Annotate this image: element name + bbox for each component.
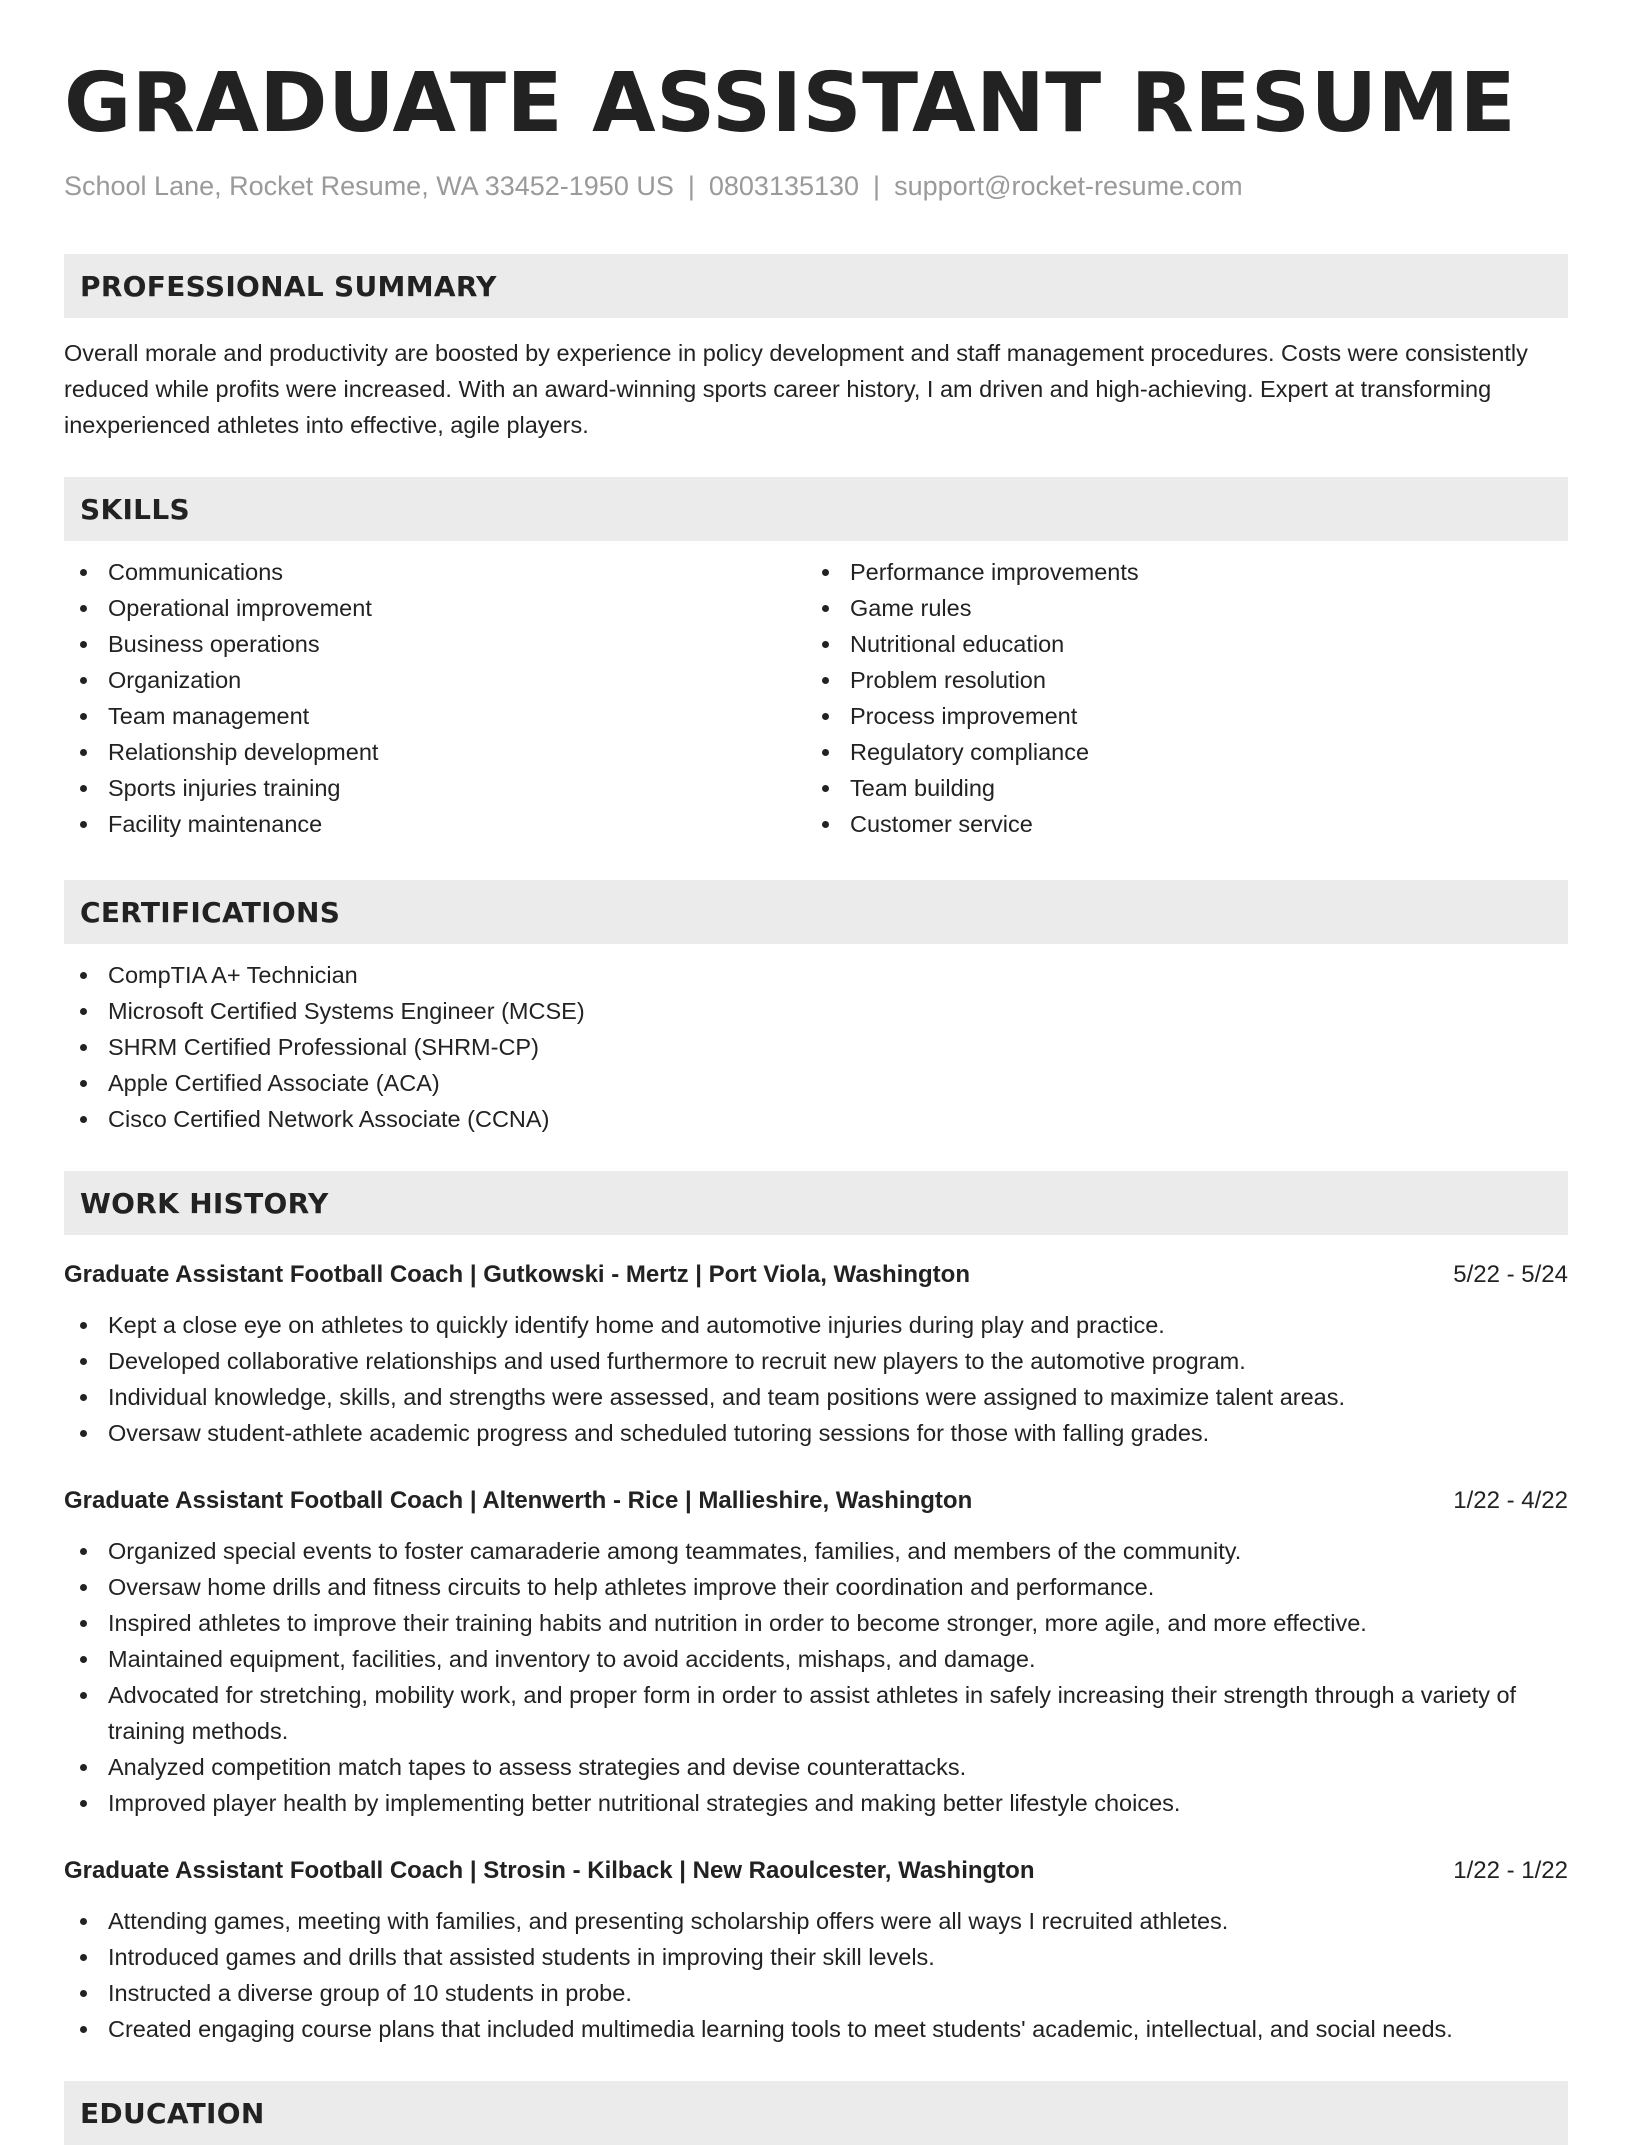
- job-bullet: Instructed a diverse group of 10 students in probe.: [64, 1975, 1568, 2011]
- job-title: Graduate Assistant Football Coach | Altenwerth - Rice | Mallieshire, Washington: [64, 1487, 973, 1514]
- summary-text: Overall morale and productivity are boosted by experience in policy development and staff management procedures. Costs were consistently reduced while profits were increased. With an award-winning sports career history, I am driven and high-achieving. Expert at transforming inexperienced athletes into effective, agile players.: [64, 340, 1528, 438]
- job-bullet: Maintained equipment, facilities, and inventory to avoid accidents, mishaps, and damage.: [64, 1641, 1568, 1677]
- job-header: [64, 1853, 1568, 1889]
- skill-item: Facility maintenance: [64, 806, 806, 842]
- job-bullet: Individual knowledge, skills, and strengths were assessed, and team positions were assigned to maximize talent areas.: [64, 1379, 1568, 1415]
- job-bullets: [64, 1903, 1568, 2047]
- skill-item: Game rules: [806, 590, 1548, 626]
- job-bullet: Introduced games and drills that assisted students in improving their skill levels.: [64, 1939, 1568, 1975]
- section-heading: SKILLS: [80, 492, 190, 526]
- job-header: [64, 1483, 1568, 1519]
- job-entry: [64, 1257, 1568, 1451]
- job-bullet: Analyzed competition match tapes to assess strategies and devise counterattacks.: [64, 1749, 1568, 1785]
- job-bullet: Oversaw student-athlete academic progress and scheduled tutoring sessions for those with falling grades.: [64, 1415, 1568, 1451]
- certification-item: Microsoft Certified Systems Engineer (MCSE): [64, 993, 1568, 1029]
- job-dates: 1/22 - 1/22: [1453, 1857, 1568, 1884]
- resume-page: [64, 56, 1568, 2145]
- job-entry: [64, 1853, 1568, 2047]
- job-bullet: Advocated for stretching, mobility work, and proper form in order to assist athletes in safely increasing their strength through a variety of training methods.: [64, 1677, 1568, 1749]
- job-bullet: Organized special events to foster camaraderie among teammates, families, and members of the community.: [64, 1533, 1568, 1569]
- skill-item: Sports injuries training: [64, 770, 806, 806]
- certification-item: Cisco Certified Network Associate (CCNA): [64, 1101, 1568, 1137]
- job-bullet: Inspired athletes to improve their training habits and nutrition in order to become stronger, more agile, and more effective.: [64, 1605, 1568, 1641]
- skill-item: Team management: [64, 698, 806, 734]
- skill-item: Business operations: [64, 626, 806, 662]
- skills-list: [64, 554, 1568, 842]
- job-dates: 5/22 - 5/24: [1453, 1261, 1568, 1288]
- contact-separator: |: [687, 171, 695, 201]
- skill-item: Performance improvements: [806, 554, 1548, 590]
- section-header-summary: [64, 254, 1568, 318]
- certifications-list: [64, 957, 1568, 1137]
- skill-item: Team building: [806, 770, 1548, 806]
- section-header-work-history: [64, 1171, 1568, 1235]
- job-title: Graduate Assistant Football Coach | Gutkowski - Mertz | Port Viola, Washington: [64, 1261, 970, 1288]
- job-entry: [64, 1483, 1568, 1821]
- section-header-certifications: [64, 880, 1568, 944]
- contact-separator: |: [873, 171, 881, 201]
- job-bullet: Created engaging course plans that included multimedia learning tools to meet students' academic, intellectual, and social needs.: [64, 2011, 1568, 2047]
- skill-item: Organization: [64, 662, 806, 698]
- skill-item: Relationship development: [64, 734, 806, 770]
- section-heading: CERTIFICATIONS: [80, 895, 341, 929]
- job-bullets: [64, 1533, 1568, 1821]
- job-title: Graduate Assistant Football Coach | Strosin - Kilback | New Raoulcester, Washington: [64, 1857, 1035, 1884]
- contact-address: School Lane, Rocket Resume, WA 33452-1950 US: [64, 171, 674, 201]
- skill-item: Communications: [64, 554, 806, 590]
- skill-item: Customer service: [806, 806, 1548, 842]
- section-header-skills: [64, 477, 1568, 541]
- job-bullet: Kept a close eye on athletes to quickly identify home and automotive injuries during play and practice.: [64, 1307, 1568, 1343]
- certification-item: CompTIA A+ Technician: [64, 957, 1568, 993]
- job-bullet: Oversaw home drills and fitness circuits to help athletes improve their coordination and performance.: [64, 1569, 1568, 1605]
- skill-item: Operational improvement: [64, 590, 806, 626]
- contact-phone: 0803135130: [708, 171, 860, 201]
- section-heading: WORK HISTORY: [80, 1186, 329, 1220]
- contact-email[interactable]: support@rocket-resume.com: [894, 171, 1243, 201]
- resume-title: GRADUATE ASSISTANT RESUME: [64, 56, 1517, 151]
- skills-column-left: [64, 554, 806, 842]
- skill-item: Nutritional education: [806, 626, 1548, 662]
- skill-item: Regulatory compliance: [806, 734, 1548, 770]
- job-bullet: Developed collaborative relationships and used furthermore to recruit new players to the automotive program.: [64, 1343, 1568, 1379]
- skill-item: Process improvement: [806, 698, 1548, 734]
- job-bullet: Improved player health by implementing better nutritional strategies and making better lifestyle choices.: [64, 1785, 1568, 1821]
- section-heading: PROFESSIONAL SUMMARY: [80, 269, 497, 303]
- section-header-education: [64, 2081, 1568, 2145]
- job-header: [64, 1257, 1568, 1293]
- skill-item: Problem resolution: [806, 662, 1548, 698]
- job-bullet: Attending games, meeting with families, and presenting scholarship offers were all ways I recruited athletes.: [64, 1903, 1568, 1939]
- section-heading: EDUCATION: [80, 2096, 265, 2130]
- certification-item: SHRM Certified Professional (SHRM-CP): [64, 1029, 1568, 1065]
- job-bullets: [64, 1307, 1568, 1451]
- contact-line: [64, 170, 1568, 202]
- job-dates: 1/22 - 4/22: [1453, 1487, 1568, 1514]
- certification-item: Apple Certified Associate (ACA): [64, 1065, 1568, 1101]
- skills-column-right: [806, 554, 1548, 842]
